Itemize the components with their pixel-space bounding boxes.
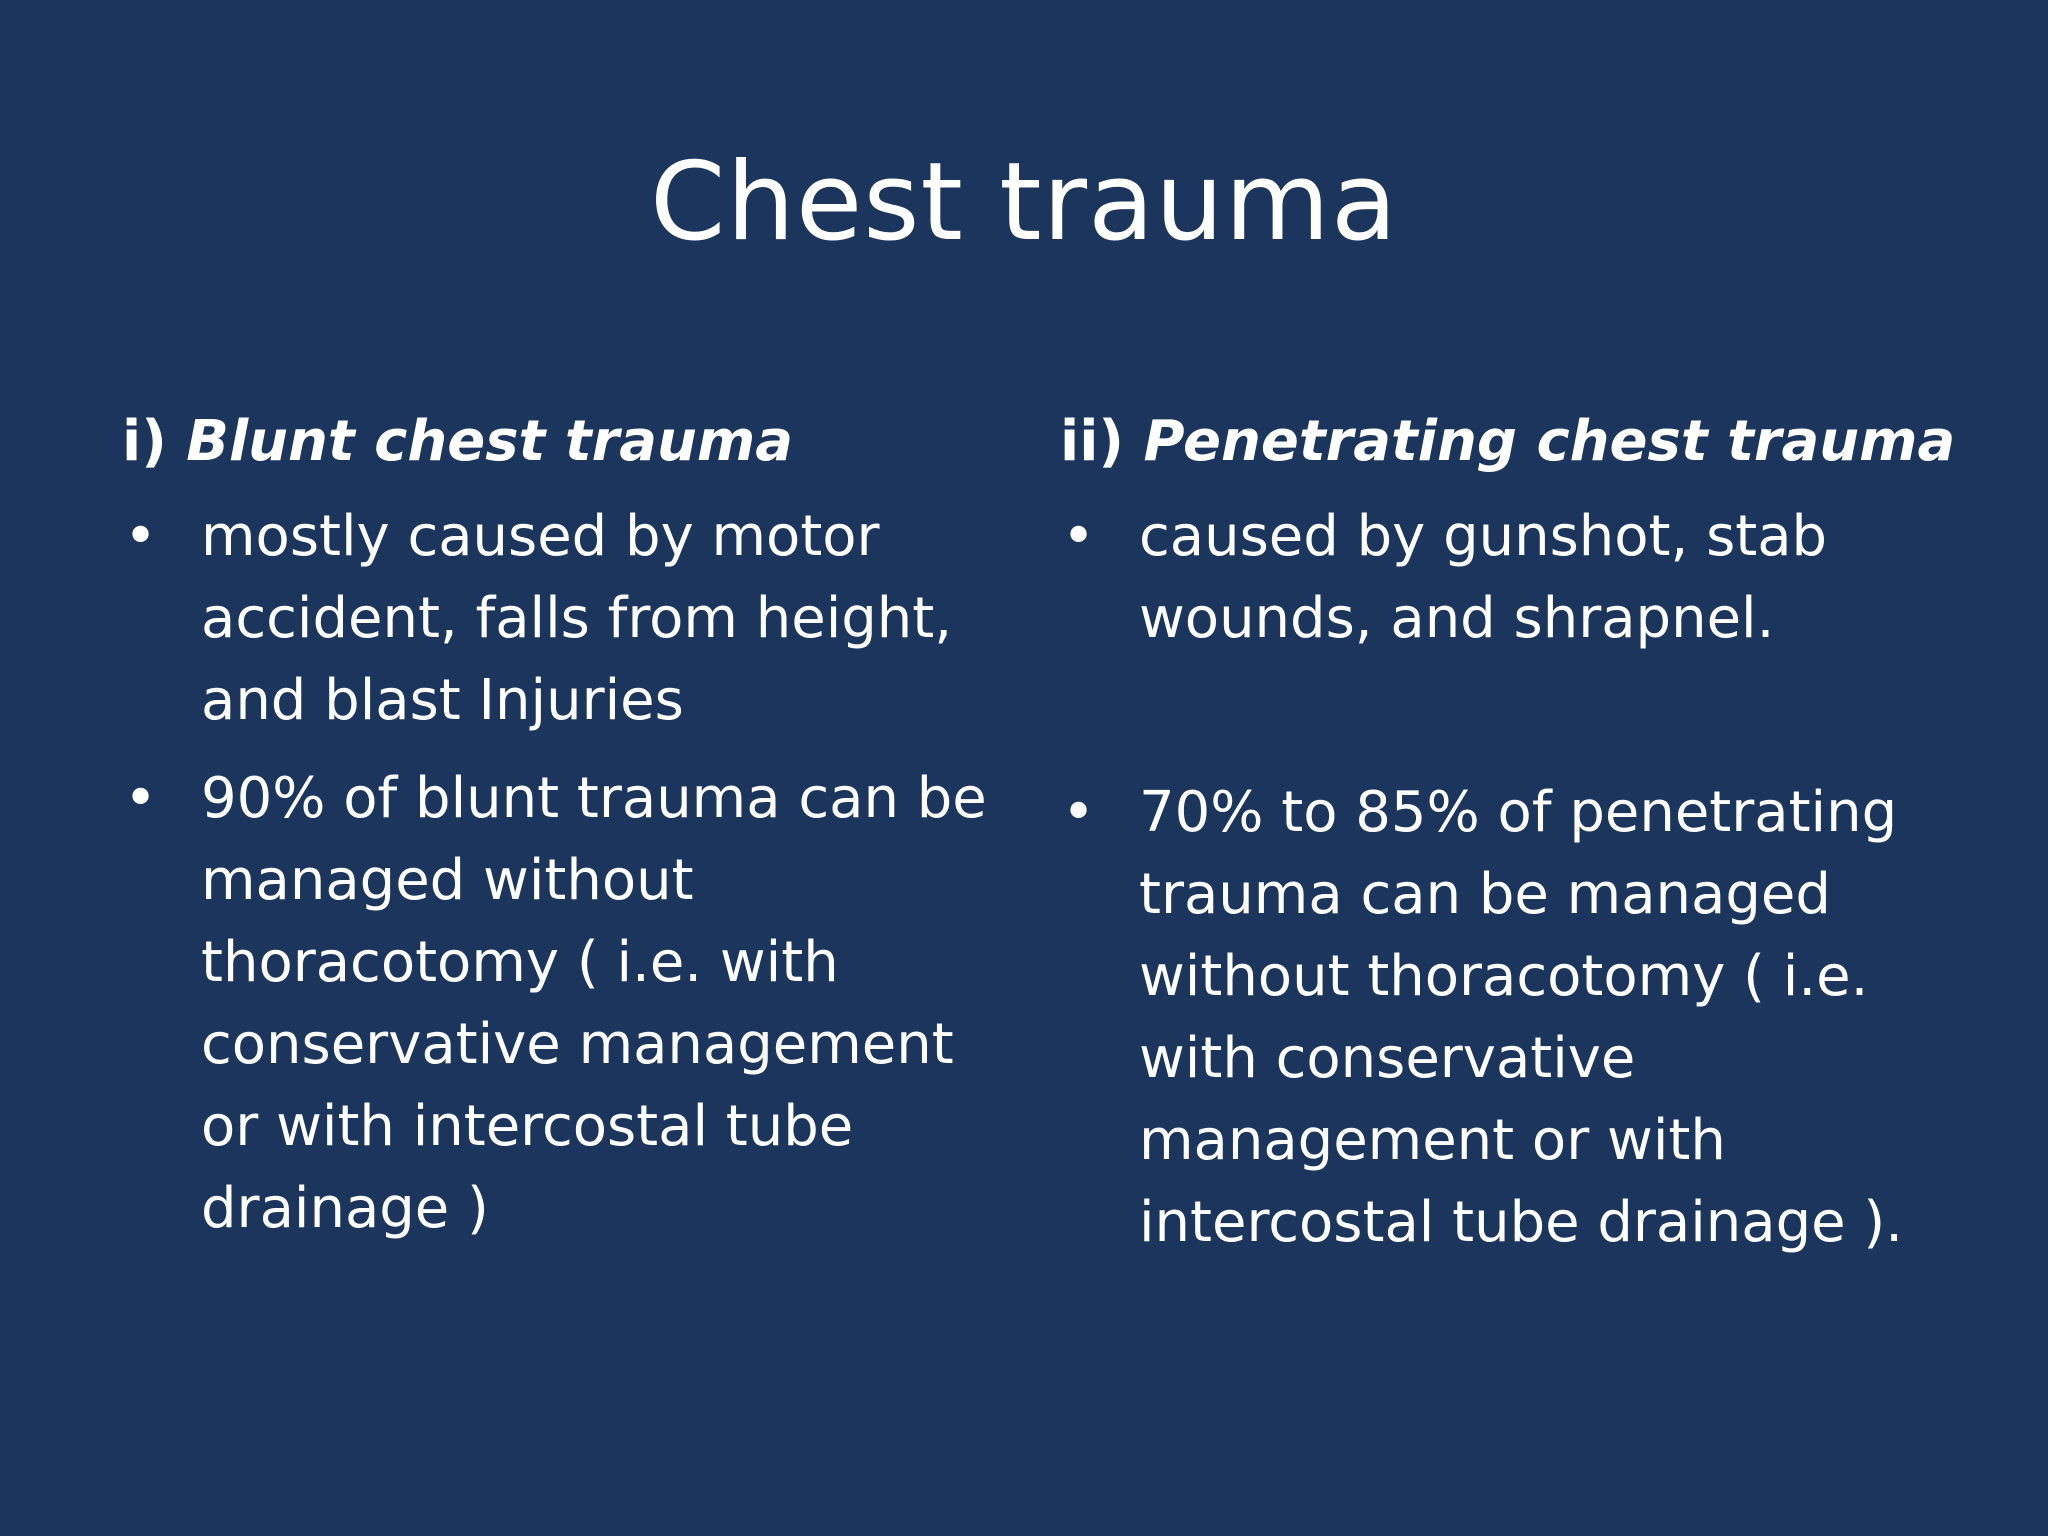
list-item <box>122 758 1002 1250</box>
heading-text: Blunt chest trauma <box>186 409 793 474</box>
bullet-icon: • <box>124 766 158 831</box>
list-item <box>122 496 1002 742</box>
blunt-trauma-heading <box>122 402 1002 482</box>
heading-number: ii) <box>1060 409 1144 474</box>
bullet-icon: • <box>1062 780 1096 845</box>
bullet-icon: • <box>1062 504 1096 569</box>
left-column <box>122 402 1002 1266</box>
slide-title: Chest trauma <box>649 140 1398 265</box>
heading-number: i) <box>122 409 187 474</box>
bullet-text: 90% of blunt trauma can be managed without thoracotomy ( i.e. with conservative management or with intercostal tube drainage ) <box>201 766 987 1241</box>
blunt-trauma-list <box>122 496 1002 1250</box>
bullet-text: mostly caused by motor accident, falls from height, and blast Injuries <box>201 504 953 733</box>
bullet-text: caused by gunshot, stab wounds, and shrapnel. <box>1139 504 1828 651</box>
bullet-text: 70% to 85% of penetrating trauma can be managed without thoracotomy ( i.e. with conservative management or with intercostal tube drainage ). <box>1139 780 1904 1255</box>
penetrating-trauma-list <box>1060 496 1960 1264</box>
list-item <box>1060 496 1960 660</box>
right-column <box>1060 402 1960 1280</box>
bullet-icon: • <box>124 504 158 569</box>
list-item <box>1060 772 1960 1264</box>
penetrating-trauma-heading <box>1060 402 1960 482</box>
heading-text: Penetrating chest trauma <box>1143 409 1956 474</box>
